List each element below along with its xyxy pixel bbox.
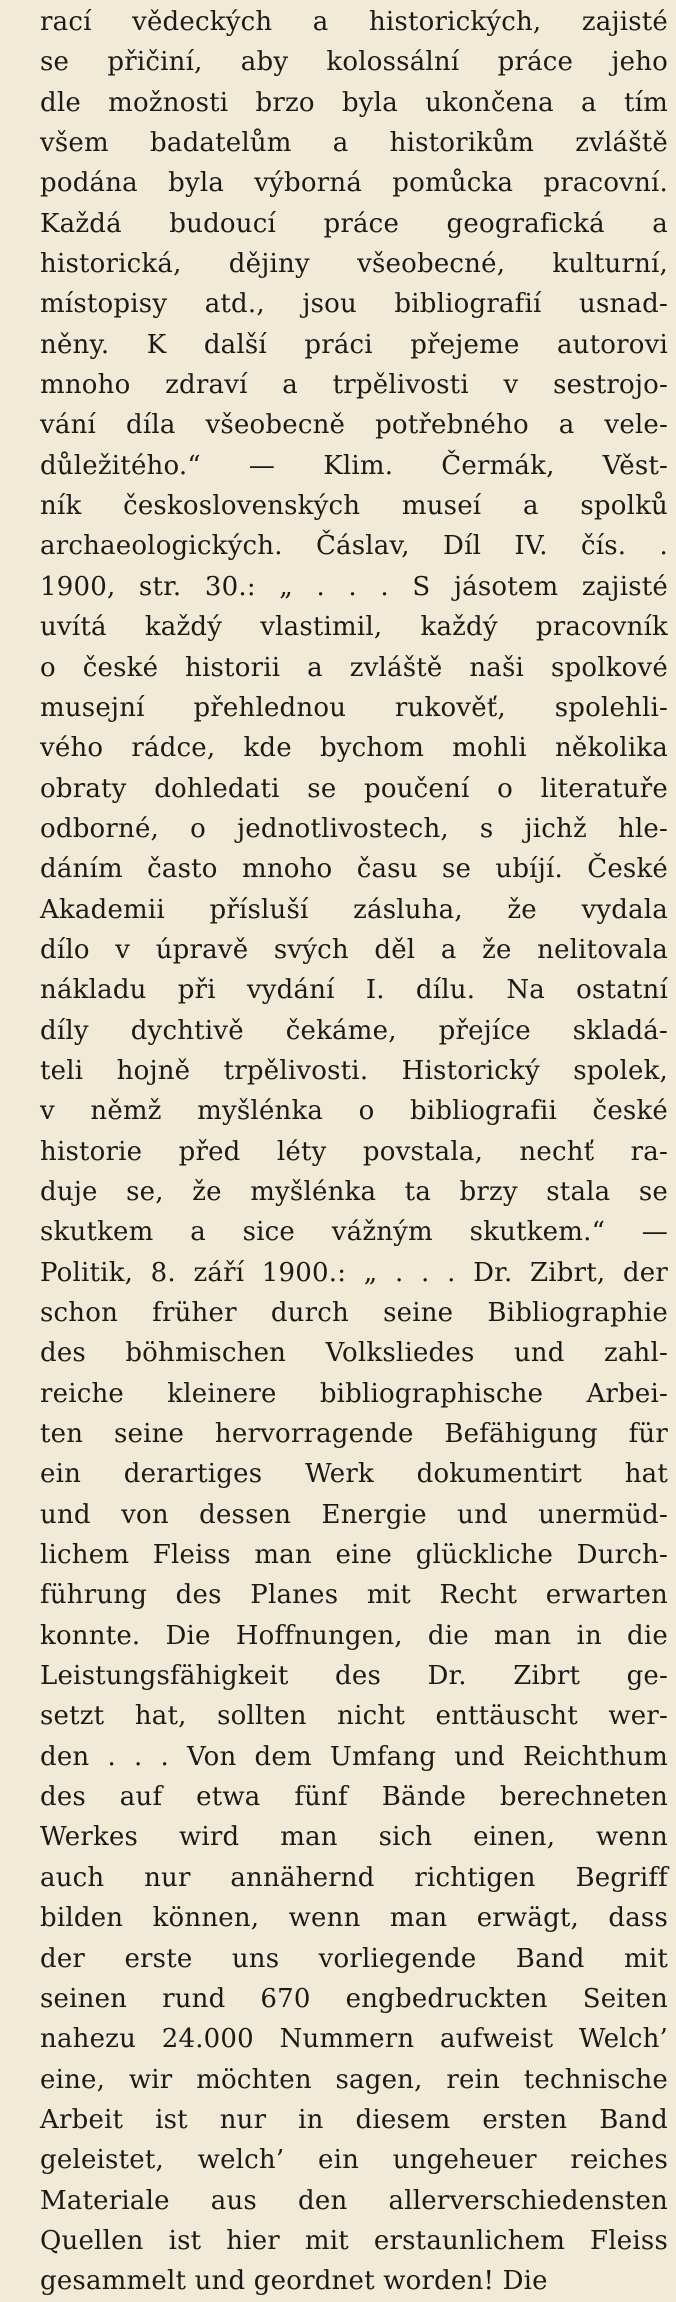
text-line: setzt hat, sollten nicht enttäuscht wer- bbox=[40, 1701, 668, 1732]
text-line: auch nur annähernd richtigen Begriff bbox=[40, 1862, 668, 1893]
text-line: gesammelt und geordnet worden! Die bbox=[40, 2266, 548, 2297]
text-line: rací vědeckých a historických, zajisté bbox=[40, 7, 668, 37]
text-line: historie před léty povstala, nechť ra- bbox=[40, 1136, 668, 1167]
text-line: uvítá každý vlastimil, každý pracovník bbox=[40, 612, 668, 643]
text-line: 1900, str. 30.: „ . . . S jásotem zajisté bbox=[40, 571, 668, 602]
text-line: místopisy atd., jsou bibliografií usnad- bbox=[40, 289, 668, 320]
text-line: obraty dohledati se poučení o literatuře bbox=[40, 773, 668, 804]
text-line: se přičiní, aby kolossální práce jeho bbox=[40, 47, 668, 78]
text-line: důležitého.“ — Klim. Čermák, Věst- bbox=[40, 450, 668, 481]
text-line: o české historii a zvláště naši spolkové bbox=[40, 652, 668, 683]
text-line: des auf etwa fünf Bände berechneten bbox=[40, 1782, 668, 1813]
text-line: ten seine hervorragende Befähigung für bbox=[40, 1419, 668, 1450]
text-line: mnoho zdraví a trpělivosti v sestrojo- bbox=[40, 370, 668, 401]
text-line: Arbeit ist nur in diesem ersten Band bbox=[40, 2104, 668, 2135]
text-line: něny. K další práci přejeme autorovi bbox=[40, 329, 668, 360]
text-line: dle možnosti brzo byla ukončena a tím bbox=[40, 87, 668, 118]
text-line: schon früher durch seine Bibliographie bbox=[40, 1298, 668, 1328]
text-line: bilden können, wenn man erwägt, dass bbox=[40, 1903, 668, 1934]
text-line: díly dychtivě čekáme, přejíce skladá- bbox=[40, 1015, 668, 1046]
text-line: nákladu při vydání I. dílu. Na ostatní bbox=[40, 975, 668, 1006]
text-line: Materiale aus den allerverschiedensten bbox=[40, 2185, 668, 2216]
text-line: eine, wir möchten sagen, rein technische bbox=[40, 2064, 668, 2095]
text-line: ein derartiges Werk dokumentirt hat bbox=[40, 1459, 668, 1490]
text-line: Quellen ist hier mit erstaunlichem Fleiss bbox=[40, 2225, 668, 2256]
text-line: dílo v úpravě svých děl a že nelitovala bbox=[40, 934, 668, 965]
text-line: reiche kleinere bibliographische Arbei- bbox=[40, 1378, 668, 1409]
text-line: teli hojně trpělivosti. Historický spolek, bbox=[40, 1055, 668, 1086]
text-line: vého rádce, kde bychom mohli několika bbox=[40, 733, 668, 764]
text-line: geleistet, welch’ ein ungeheuer reiches bbox=[40, 2145, 668, 2176]
text-line: den . . . Von dem Umfang und Reichthum bbox=[40, 1741, 668, 1772]
text-line: v němž myšlénka o bibliografii české bbox=[40, 1096, 668, 1127]
text-line: historická, dějiny všeobecné, kulturní, bbox=[40, 249, 668, 280]
text-line: ník československých museí a spolků bbox=[40, 491, 668, 522]
text-line: duje se, že myšlénka ta brzy stala se bbox=[40, 1176, 668, 1207]
text-line: konnte. Die Hoffnungen, die man in die bbox=[40, 1620, 668, 1651]
text-line: und von dessen Energie und unermüd- bbox=[40, 1499, 668, 1530]
text-line: Leistungsfähigkeit des Dr. Zibrt ge- bbox=[40, 1661, 668, 1692]
text-line: musejní přehlednou rukověť, spolehli- bbox=[40, 692, 668, 723]
text-line: všem badatelům a historikům zvláště bbox=[40, 128, 668, 159]
text-line: führung des Planes mit Recht erwarten bbox=[40, 1580, 668, 1611]
text-line: dáním často mnoho času se ubíjí. České bbox=[40, 854, 668, 885]
text-line: Akademii přísluší zásluha, že vydala bbox=[40, 894, 668, 925]
text-line: lichem Fleiss man eine glückliche Durch- bbox=[40, 1540, 668, 1571]
text-line: vání díla všeobecně potřebného a vele- bbox=[40, 410, 668, 441]
text-line: Politik, 8. září 1900.: „ . . . Dr. Zibrt, der bbox=[40, 1257, 668, 1288]
text-line: Werkes wird man sich einen, wenn bbox=[40, 1822, 668, 1853]
text-line: nahezu 24.000 Nummern aufweist Welch’ bbox=[40, 2024, 668, 2055]
text-line: Každá budoucí práce geografická a bbox=[40, 208, 668, 239]
text-line: des böhmischen Volksliedes und zahl- bbox=[40, 1338, 668, 1369]
text-line: archaeologických. Čáslav, Díl IV. čís. . bbox=[40, 531, 668, 562]
text-line: seinen rund 670 engbedruckten Seiten bbox=[40, 1983, 668, 2014]
text-line: der erste uns vorliegende Band mit bbox=[40, 1943, 668, 1974]
text-line: skutkem a sice vážným skutkem.“ — bbox=[40, 1217, 668, 1248]
text-line: odborné, o jednotlivostech, s jichž hle- bbox=[40, 813, 668, 844]
text-line: podána byla výborná pomůcka pracovní. bbox=[40, 168, 668, 199]
